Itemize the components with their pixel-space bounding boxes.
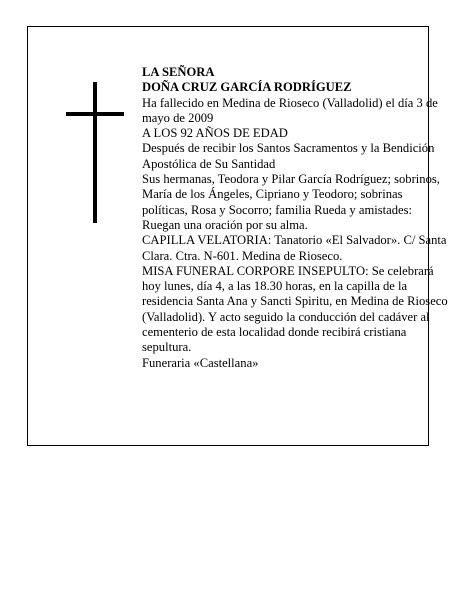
deceased-name: DOÑA CRUZ GARCÍA RODRÍGUEZ [142, 80, 352, 95]
obituary-card [27, 26, 448, 446]
sacraments-line: Después de recibir los Santos Sacramentos y la Bendición Apostólica de Su Santidad [142, 141, 435, 171]
obituary-text [142, 65, 450, 371]
cross-horizontal-bar [66, 112, 124, 116]
funeral-info: MISA FUNERAL CORPORE INSEPULTO: Se celebrará hoy lunes, día 4, a las 18.30 horas, en la capilla de la residencia Santa Ana y Sancti Spiritu, en Medina de Rioseco (Valladolid). Y acto seguido la conducción del cadáver al cementerio de esta localidad donde recibirá cristiana sepultura. [142, 263, 448, 355]
death-info: Ha fallecido en Medina de Rioseco (Valladolid) el día 3 de mayo de 2009 [142, 95, 438, 125]
chapel-info: CAPILLA VELATORIA: Tanatorio «El Salvador». C/ Santa Clara. Ctra. N-601. Medina de Rioseco. [142, 233, 447, 263]
funeral-home: Funeraria «Castellana» [142, 355, 259, 370]
prayer-request: Ruegan una oración por su alma. [142, 217, 308, 232]
title-line-1: LA SEÑORA [142, 65, 215, 79]
age-line: A LOS 92 AÑOS DE EDAD [142, 126, 288, 141]
cross-vertical-bar [93, 82, 97, 223]
family-line: Sus hermanas, Teodora y Pilar García Rodríguez; sobrinos, María de los Ángeles, Cipriano y Teodoro; sobrinas políticas, Rosa y Socorro; familia Rueda y amistades: [142, 172, 440, 217]
